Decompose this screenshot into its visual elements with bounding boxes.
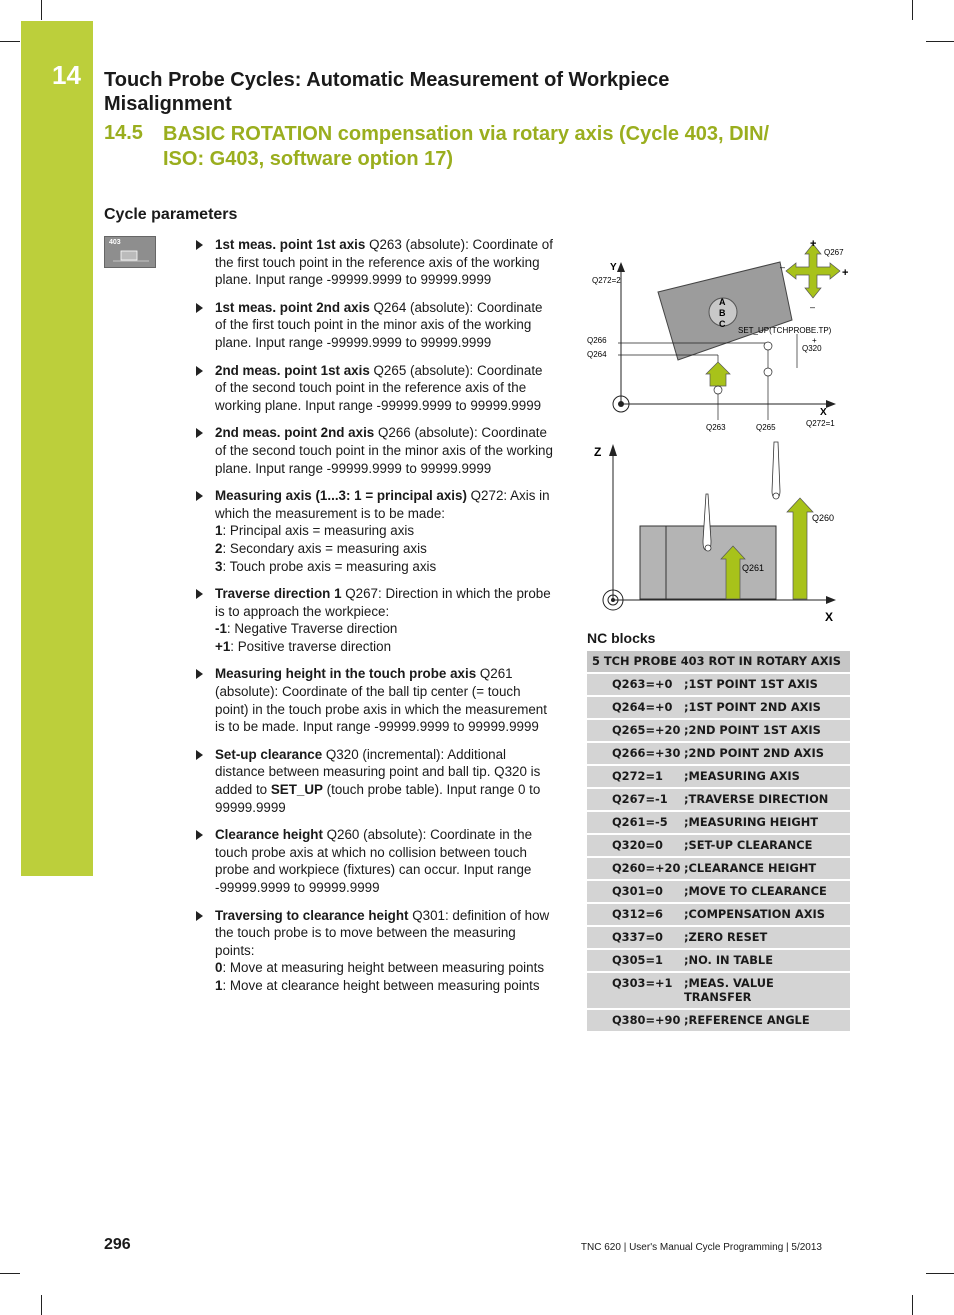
cycle-icon-label: 403	[109, 239, 121, 246]
side-view-diagram	[594, 442, 836, 624]
nc-param: Q272=1	[587, 765, 684, 788]
table-row	[587, 1009, 850, 1032]
option-key: +1	[215, 638, 231, 654]
nc-param: Q380=+90	[587, 1009, 684, 1032]
nc-param: Q261=-5	[587, 811, 684, 834]
param-desc-cont: (touch probe table). Input range 0 to 99999.9999	[215, 782, 541, 815]
nc-comment: ;REFERENCE ANGLE	[684, 1009, 850, 1032]
param-name: 1st meas. point 1st axis	[215, 237, 366, 252]
subheading: Cycle parameters	[104, 206, 238, 223]
param-name: Measuring axis (1...3: 1 = principal axis)	[215, 488, 467, 504]
cycle-403-icon	[104, 236, 156, 268]
section-title: BASIC ROTATION compensation via rotary axis (Cycle 403, DIN/ ISO: G403, software option 17)	[163, 123, 770, 170]
triangle-bullet-icon	[196, 669, 203, 679]
nc-comment: ;1ST POINT 2ND AXIS	[684, 696, 850, 719]
nc-comment: ;COMPENSATION AXIS	[684, 903, 850, 926]
nc-comment: ;2ND POINT 1ST AXIS	[684, 719, 850, 742]
table-row	[587, 949, 850, 972]
probe-diagrams	[580, 236, 854, 626]
nc-comment: ;NO. IN TABLE	[684, 949, 850, 972]
table-header-row	[587, 651, 850, 673]
triangle-bullet-icon	[196, 240, 203, 250]
table-row	[587, 765, 850, 788]
param-item	[196, 236, 556, 289]
q265-label: Q265	[756, 423, 776, 432]
q267-plus-sign: +	[810, 238, 817, 250]
option-key: 1	[215, 523, 223, 539]
param-name: Traversing to clearance height	[215, 907, 409, 923]
param-name: Set-up clearance	[215, 746, 323, 762]
page-number: 296	[104, 1236, 131, 1253]
q264-label: Q264	[587, 350, 607, 359]
table-row	[587, 926, 850, 949]
crop-mark	[926, 41, 954, 42]
param-desc: Q263 (absolute): Coordinate of the first touch point in the reference axis of the working plane. Input range -99999.9999 to 99999.9999	[215, 237, 553, 288]
param-item	[196, 487, 556, 575]
triangle-bullet-icon	[196, 491, 203, 501]
footer-text: TNC 620 | User's Manual Cycle Programming | 5/2013	[580, 1242, 822, 1253]
nc-comment: ;MOVE TO CLEARANCE	[684, 880, 850, 903]
triangle-bullet-icon	[196, 911, 203, 921]
param-desc: Q264 (absolute): Coordinate of the first touch point in the minor axis of the working plane. Input range -99999.9999 to 99999.9999	[215, 299, 543, 350]
param-item	[196, 907, 556, 995]
table-row	[587, 972, 850, 1009]
param-name: 2nd meas. point 1st axis	[215, 362, 370, 378]
table-row	[587, 673, 850, 696]
nc-header: 5 TCH PROBE 403 ROT IN ROTARY AXIS	[587, 651, 850, 673]
param-item	[196, 585, 556, 655]
triangle-bullet-icon	[196, 303, 203, 313]
param-desc: Q320 (incremental): Additional distance between measuring point and ball tip. Q320 is added to	[215, 746, 541, 798]
x-minus-sign: –	[780, 262, 786, 272]
y-minus-sign: –	[810, 302, 816, 312]
nc-param: Q305=1	[587, 949, 684, 972]
crop-mark	[912, 1295, 913, 1315]
crop-mark	[41, 1295, 42, 1315]
abc-label-a: A	[719, 297, 726, 307]
fig1-q272-2-label: Q272=2	[592, 276, 621, 285]
param-name: 2nd meas. point 2nd axis	[215, 425, 375, 441]
section-number: 14.5	[104, 122, 143, 144]
fig1-q272-1-label: Q272=1	[806, 419, 835, 428]
crop-mark	[912, 0, 913, 20]
nc-param: Q320=0	[587, 834, 684, 857]
nc-comment: ;2ND POINT 2ND AXIS	[684, 742, 850, 765]
table-row	[587, 903, 850, 926]
crop-mark	[41, 0, 42, 20]
nc-param: Q303=+1	[587, 972, 684, 1009]
fig2-z-axis-label: Z	[594, 445, 602, 459]
nc-comment: ;MEAS. VALUE TRANSFER	[684, 972, 850, 1009]
q260-label: Q260	[812, 513, 835, 523]
nc-comment: ;ZERO RESET	[684, 926, 850, 949]
param-name: 1st meas. point 2nd axis	[215, 299, 370, 315]
fig2-x-axis-label: X	[825, 610, 834, 624]
nc-blocks-table	[587, 651, 850, 1033]
option-text: : Touch probe axis = measuring axis	[222, 558, 437, 574]
param-item	[196, 826, 556, 896]
parameter-list	[196, 236, 556, 1005]
triangle-bullet-icon	[196, 366, 203, 376]
chapter-tab	[21, 21, 93, 876]
param-desc: Q267: Direction in which the probe is to approach the workpiece:	[215, 586, 551, 619]
triangle-bullet-icon	[196, 830, 203, 840]
param-desc: Q301: definition of how the touch probe is to move between the measuring points:	[215, 907, 550, 958]
nc-param: Q267=-1	[587, 788, 684, 811]
x-plus-sign: +	[842, 267, 849, 279]
triangle-bullet-icon	[196, 428, 203, 438]
fig1-y-axis-label: Y	[610, 262, 617, 273]
nc-comment: ;TRAVERSE DIRECTION	[684, 788, 850, 811]
chapter-number: 14	[52, 60, 81, 90]
option-text: : Move at clearance height between measuring points	[222, 977, 540, 993]
crop-mark	[0, 1273, 20, 1274]
nc-blocks-title: NC blocks	[587, 630, 656, 646]
triangle-bullet-icon	[196, 750, 203, 760]
nc-param: Q266=+30	[587, 742, 684, 765]
param-desc: Q260 (absolute): Coordinate in the touch probe axis at which no collision between touch probe and workpiece (fixtures) can occur. Input range -99999.9999 to 99999.9999	[215, 827, 533, 895]
param-desc: Q265 (absolute): Coordinate of the second touch point in the reference axis of the working plane. Input range -99999.9999 to 99999.9999	[215, 362, 543, 413]
crop-mark	[0, 41, 20, 42]
param-desc: Q272: Axis in which the measurement is to be made:	[215, 488, 550, 521]
crop-mark	[926, 1273, 954, 1274]
option-key: 1	[215, 977, 223, 993]
nc-param: Q301=0	[587, 880, 684, 903]
option-text: : Principal axis = measuring axis	[222, 523, 415, 539]
option-text: : Secondary axis = measuring axis	[222, 540, 427, 556]
nc-comment: ;CLEARANCE HEIGHT	[684, 857, 850, 880]
nc-param: Q260=+20	[587, 857, 684, 880]
nc-comment: ;1ST POINT 1ST AXIS	[684, 673, 850, 696]
q263-label: Q263	[706, 423, 726, 432]
nc-param: Q337=0	[587, 926, 684, 949]
nc-comment: ;MEASURING HEIGHT	[684, 811, 850, 834]
param-inline-bold: SET_UP	[270, 782, 323, 798]
q320-plus-sign: +	[812, 336, 817, 345]
setup-label: SET_UP(TCHPROBE.TP)	[738, 326, 832, 335]
table-row	[587, 719, 850, 742]
option-key: 0	[215, 960, 223, 976]
table-row	[587, 880, 850, 903]
top-view-diagram	[587, 238, 848, 432]
nc-param: Q265=+20	[587, 719, 684, 742]
param-desc: Q266 (absolute): Coordinate of the second touch point in the minor axis of the working plane. Input range -99999.9999 to 99999.9999	[215, 425, 553, 476]
q320-label: Q320	[802, 344, 822, 353]
q261-label: Q261	[742, 563, 765, 573]
table-row	[587, 788, 850, 811]
option-key: -1	[215, 621, 227, 637]
q267-label: Q267	[824, 248, 844, 257]
triangle-bullet-icon	[196, 589, 203, 599]
option-text: : Negative Traverse direction	[226, 621, 398, 637]
param-desc: Q261 (absolute): Coordinate of the ball tip center (= touch point) in the touch probe axis in which the measurement is to be made. Input range -99999.9999 to 99999.9999	[215, 666, 547, 735]
table-row	[587, 834, 850, 857]
param-name: Clearance height	[215, 827, 323, 843]
abc-label-c: C	[719, 319, 726, 329]
table-row	[587, 696, 850, 719]
param-name: Traverse direction 1	[215, 586, 342, 602]
chapter-title: Touch Probe Cycles: Automatic Measurement of Workpiece Misalignment	[104, 69, 670, 115]
q266-label: Q266	[587, 336, 607, 345]
option-key: 3	[215, 558, 223, 574]
abc-label-b: B	[719, 308, 726, 318]
table-row	[587, 811, 850, 834]
param-item	[196, 746, 556, 816]
table-row	[587, 742, 850, 765]
param-item	[196, 299, 556, 352]
option-key: 2	[215, 540, 223, 556]
param-item	[196, 362, 556, 415]
param-name: Measuring height in the touch probe axis	[215, 666, 477, 682]
param-item	[196, 424, 556, 477]
nc-param: Q312=6	[587, 903, 684, 926]
option-text: : Move at measuring height between measuring points	[222, 960, 545, 976]
nc-param: Q263=+0	[587, 673, 684, 696]
nc-comment: ;MEASURING AXIS	[684, 765, 850, 788]
option-text: : Positive traverse direction	[230, 638, 392, 654]
nc-param: Q264=+0	[587, 696, 684, 719]
nc-comment: ;SET-UP CLEARANCE	[684, 834, 850, 857]
fig1-x-axis-label: X	[820, 407, 827, 418]
table-row	[587, 857, 850, 880]
param-item	[196, 665, 556, 735]
